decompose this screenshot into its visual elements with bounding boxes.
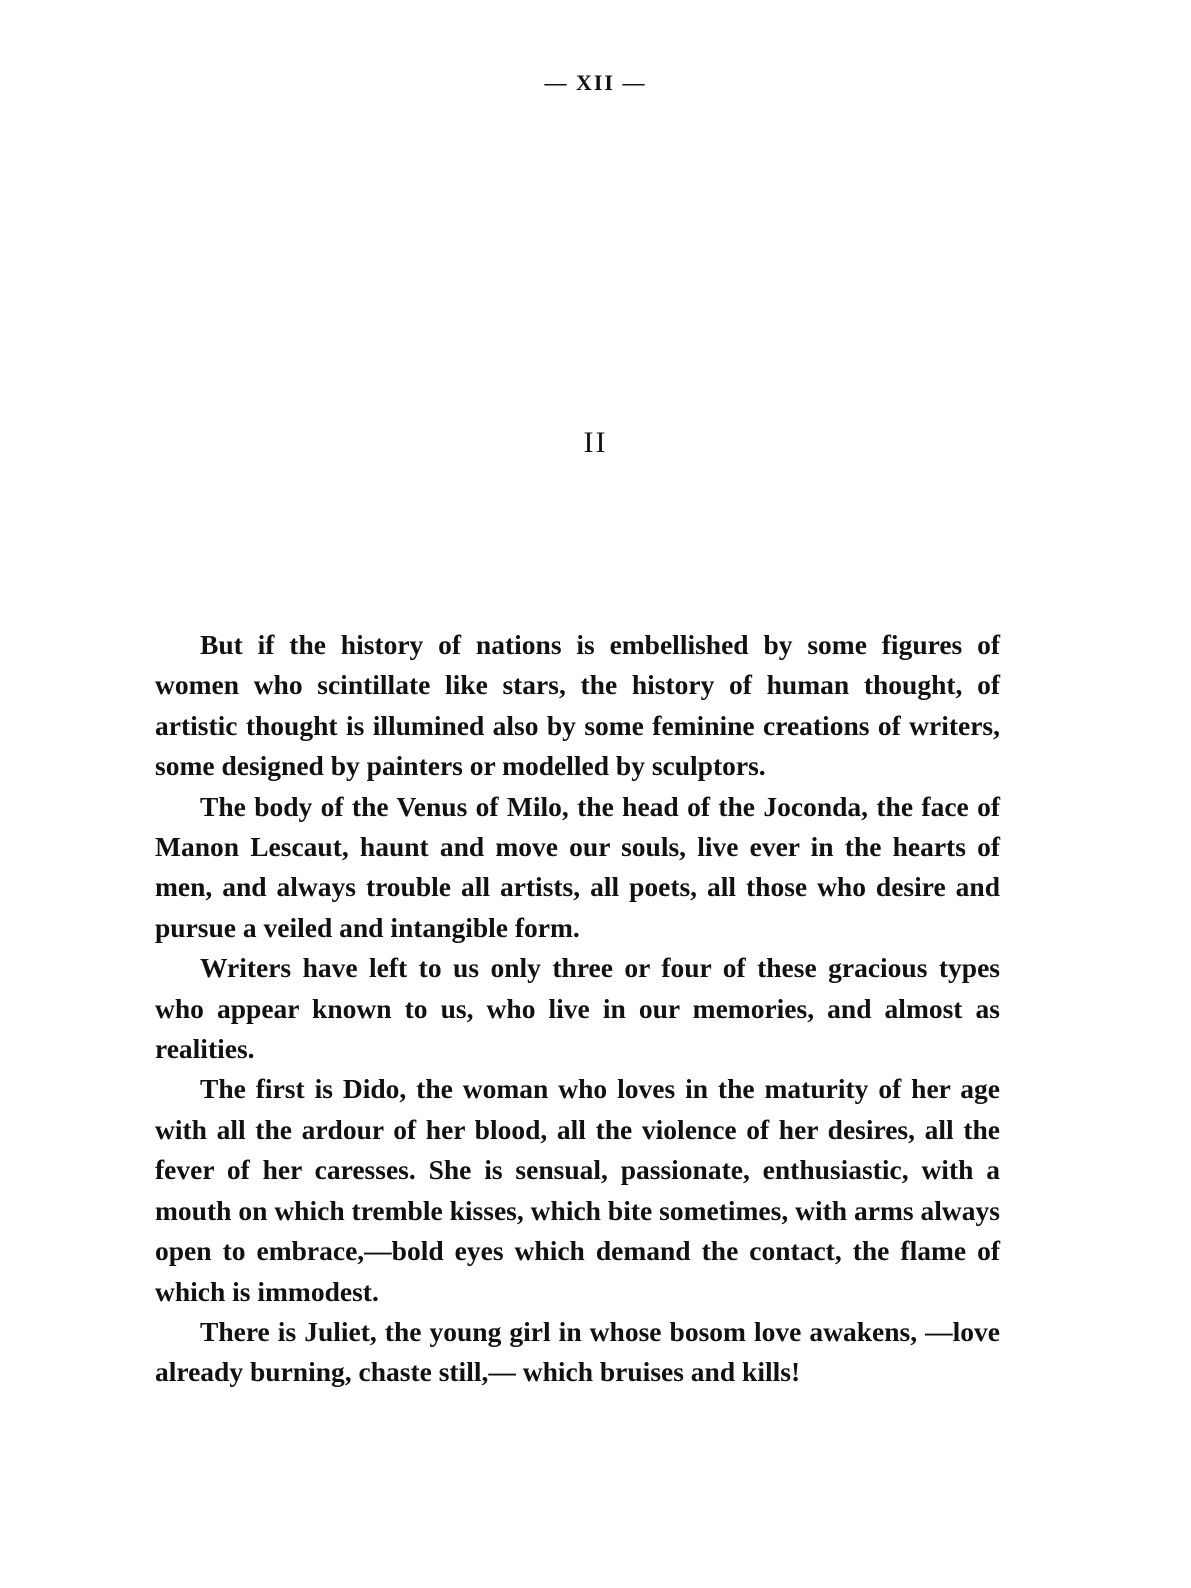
paragraph: Writers have left to us only three or four of these gracious types who appear known to us, who live in our memories, and almost as realities. [155,952,1000,1065]
body-text [155,625,1000,1393]
page-number: — XII — [544,70,647,95]
paragraph: The first is Dido, the woman who loves in the maturity of her age with all the ardour of her blood, all the violence of her desires, all the fever of her caresses. She is sensual, passionate, enthusiastic, with a mouth on which tremble kisses, which bite sometimes, with arms always open to embrace,—bold eyes which demand the contact, the flame of which is immodest. [155,1073,1000,1307]
paragraph: But if the history of nations is embellished by some figures of women who scintillate like stars, the history of human thought, of artistic thought is illumined also by some feminine creations of writers, some designed by painters or modelled by sculptors. [155,629,1000,782]
paragraph: There is Juliet, the young girl in whose bosom love awakens, —love already burning, chaste still,— which bruises and kills! [155,1315,1000,1388]
paragraph: The body of the Venus of Milo, the head of the Joconda, the face of Manon Lescaut, haunt and move our souls, live ever in the hearts of men, and always trouble all artists, all poets, all those who desire and pursue a veiled and intangible form. [155,790,1000,943]
chapter-number: II [583,426,608,459]
